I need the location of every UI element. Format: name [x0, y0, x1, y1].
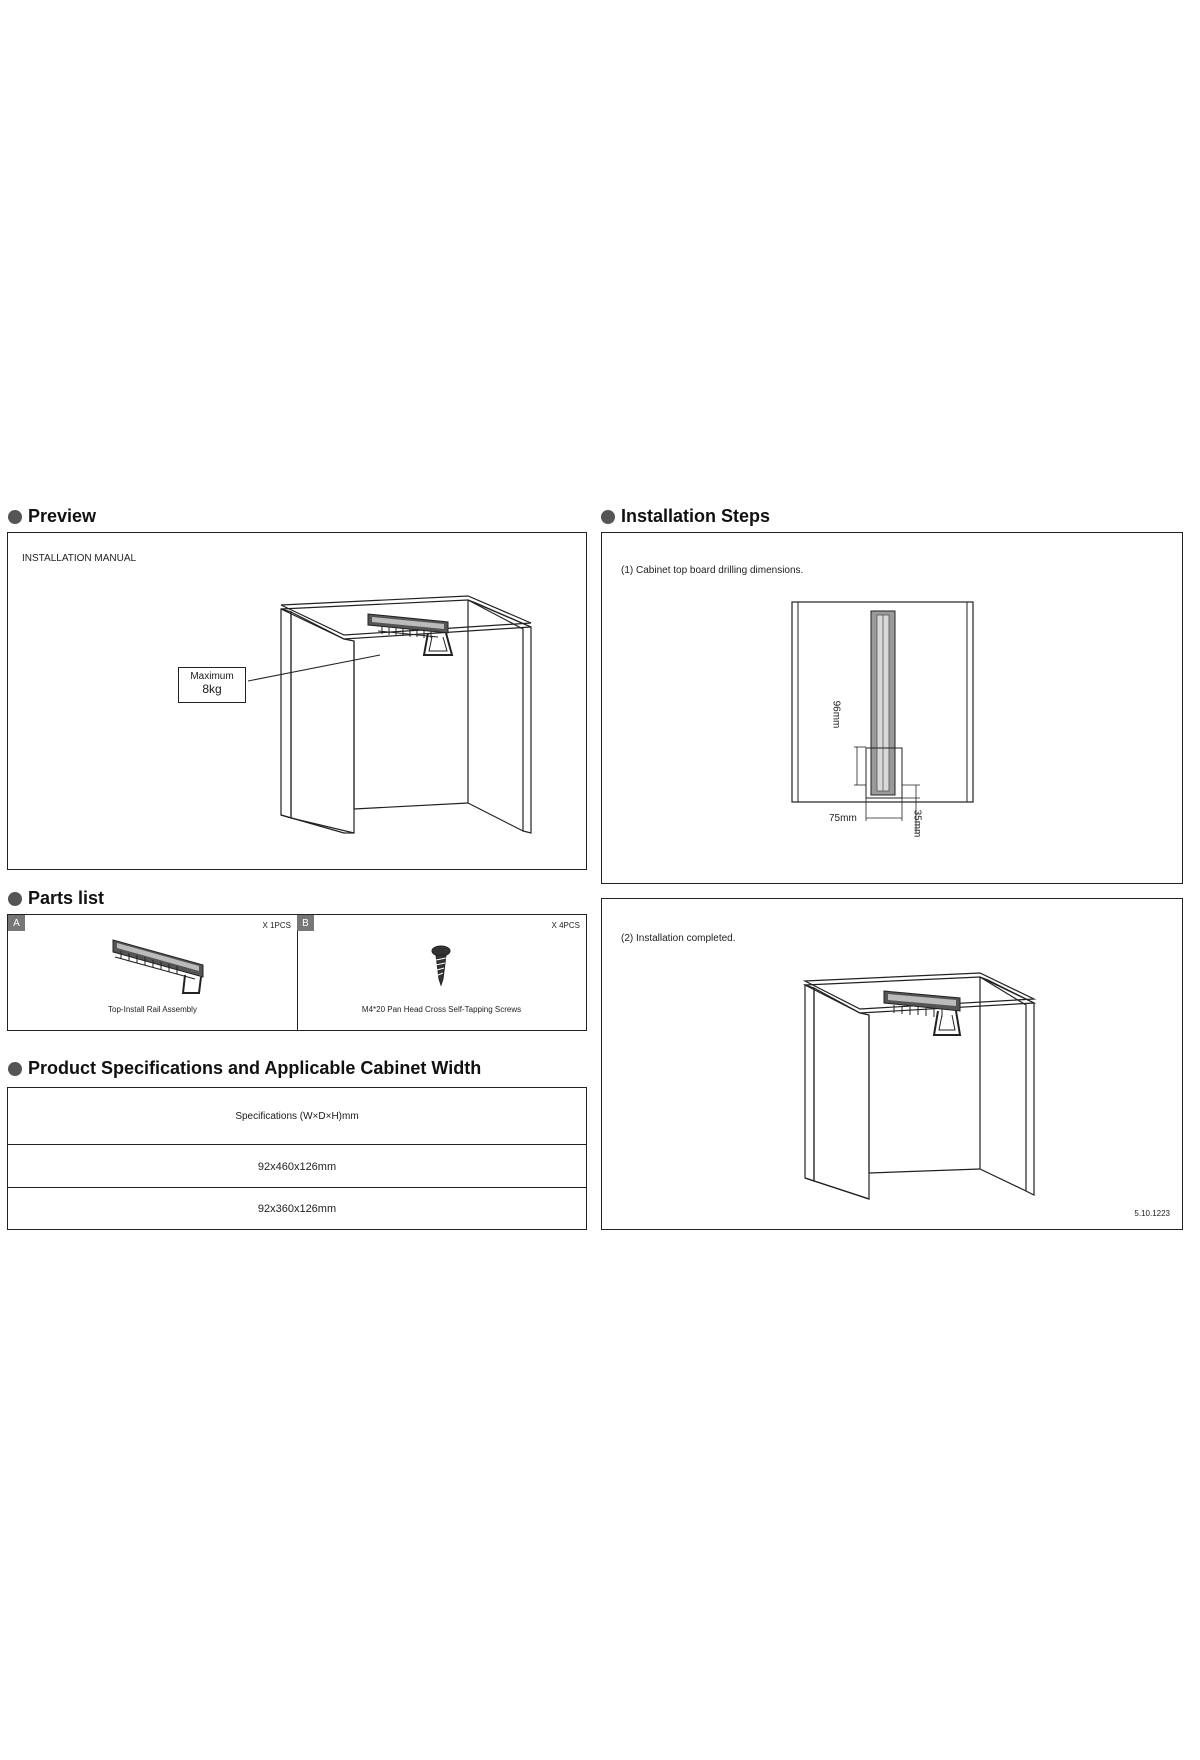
rail-assembly-icon: [103, 935, 223, 995]
screw-icon: [429, 945, 453, 989]
parts-list-title-text: Parts list: [28, 888, 105, 908]
specs-title-text: Product Specifications and Applicable Cabinet Width: [28, 1058, 482, 1078]
part-a-name: Top-Install Rail Assembly: [108, 1005, 197, 1014]
step2-panel: [601, 898, 1183, 1230]
installation-completed-drawing: [602, 899, 1184, 1231]
bullet-icon: [601, 510, 615, 524]
step1-panel: [601, 532, 1183, 884]
part-b-name: M4*20 Pan Head Cross Self-Tapping Screws: [361, 1005, 522, 1014]
installation-steps-title: [601, 506, 770, 527]
part-b-qty: X 4PCS: [551, 921, 580, 930]
bullet-icon: [8, 892, 22, 906]
preview-panel: [7, 532, 587, 870]
parts-list-panel: [7, 914, 587, 1031]
preview-title: [8, 506, 96, 527]
bullet-icon: [8, 510, 22, 524]
bullet-icon: [8, 1062, 22, 1076]
specs-title: [8, 1058, 481, 1079]
part-a-tag: A: [8, 915, 25, 931]
max-load-label: Maximum: [190, 671, 234, 682]
specs-header: Specifications (W×D×H)mm: [235, 1110, 359, 1122]
version-code: 5.10.1223: [1134, 1209, 1170, 1218]
preview-title-text: Preview: [28, 506, 97, 526]
dim-75mm: 75mm: [829, 813, 857, 824]
part-a-cell: [8, 915, 298, 1030]
max-load-value: 8kg: [202, 682, 222, 696]
installation-steps-title-text: Installation Steps: [621, 506, 771, 526]
specs-row: 92x460x126mm: [8, 1144, 586, 1188]
installation-manual-label: INSTALLATION MANUAL: [22, 553, 137, 564]
dim-96mm: 96mm: [830, 700, 842, 729]
step1-caption: (1) Cabinet top board drilling dimensions.: [621, 565, 804, 576]
part-b-cell: [297, 915, 586, 1030]
parts-list-title: [8, 888, 104, 909]
max-load-callout: [178, 667, 246, 703]
part-b-tag: B: [297, 915, 314, 931]
part-a-qty: X 1PCS: [262, 921, 291, 930]
specs-table: [7, 1087, 587, 1230]
step2-caption: (2) Installation completed.: [621, 933, 736, 944]
dim-35mm: 35mm: [911, 809, 923, 838]
specs-row: 92x360x126mm: [8, 1187, 586, 1230]
drilling-dimensions-drawing: [602, 533, 1184, 885]
cabinet-preview-drawing: [8, 533, 588, 871]
